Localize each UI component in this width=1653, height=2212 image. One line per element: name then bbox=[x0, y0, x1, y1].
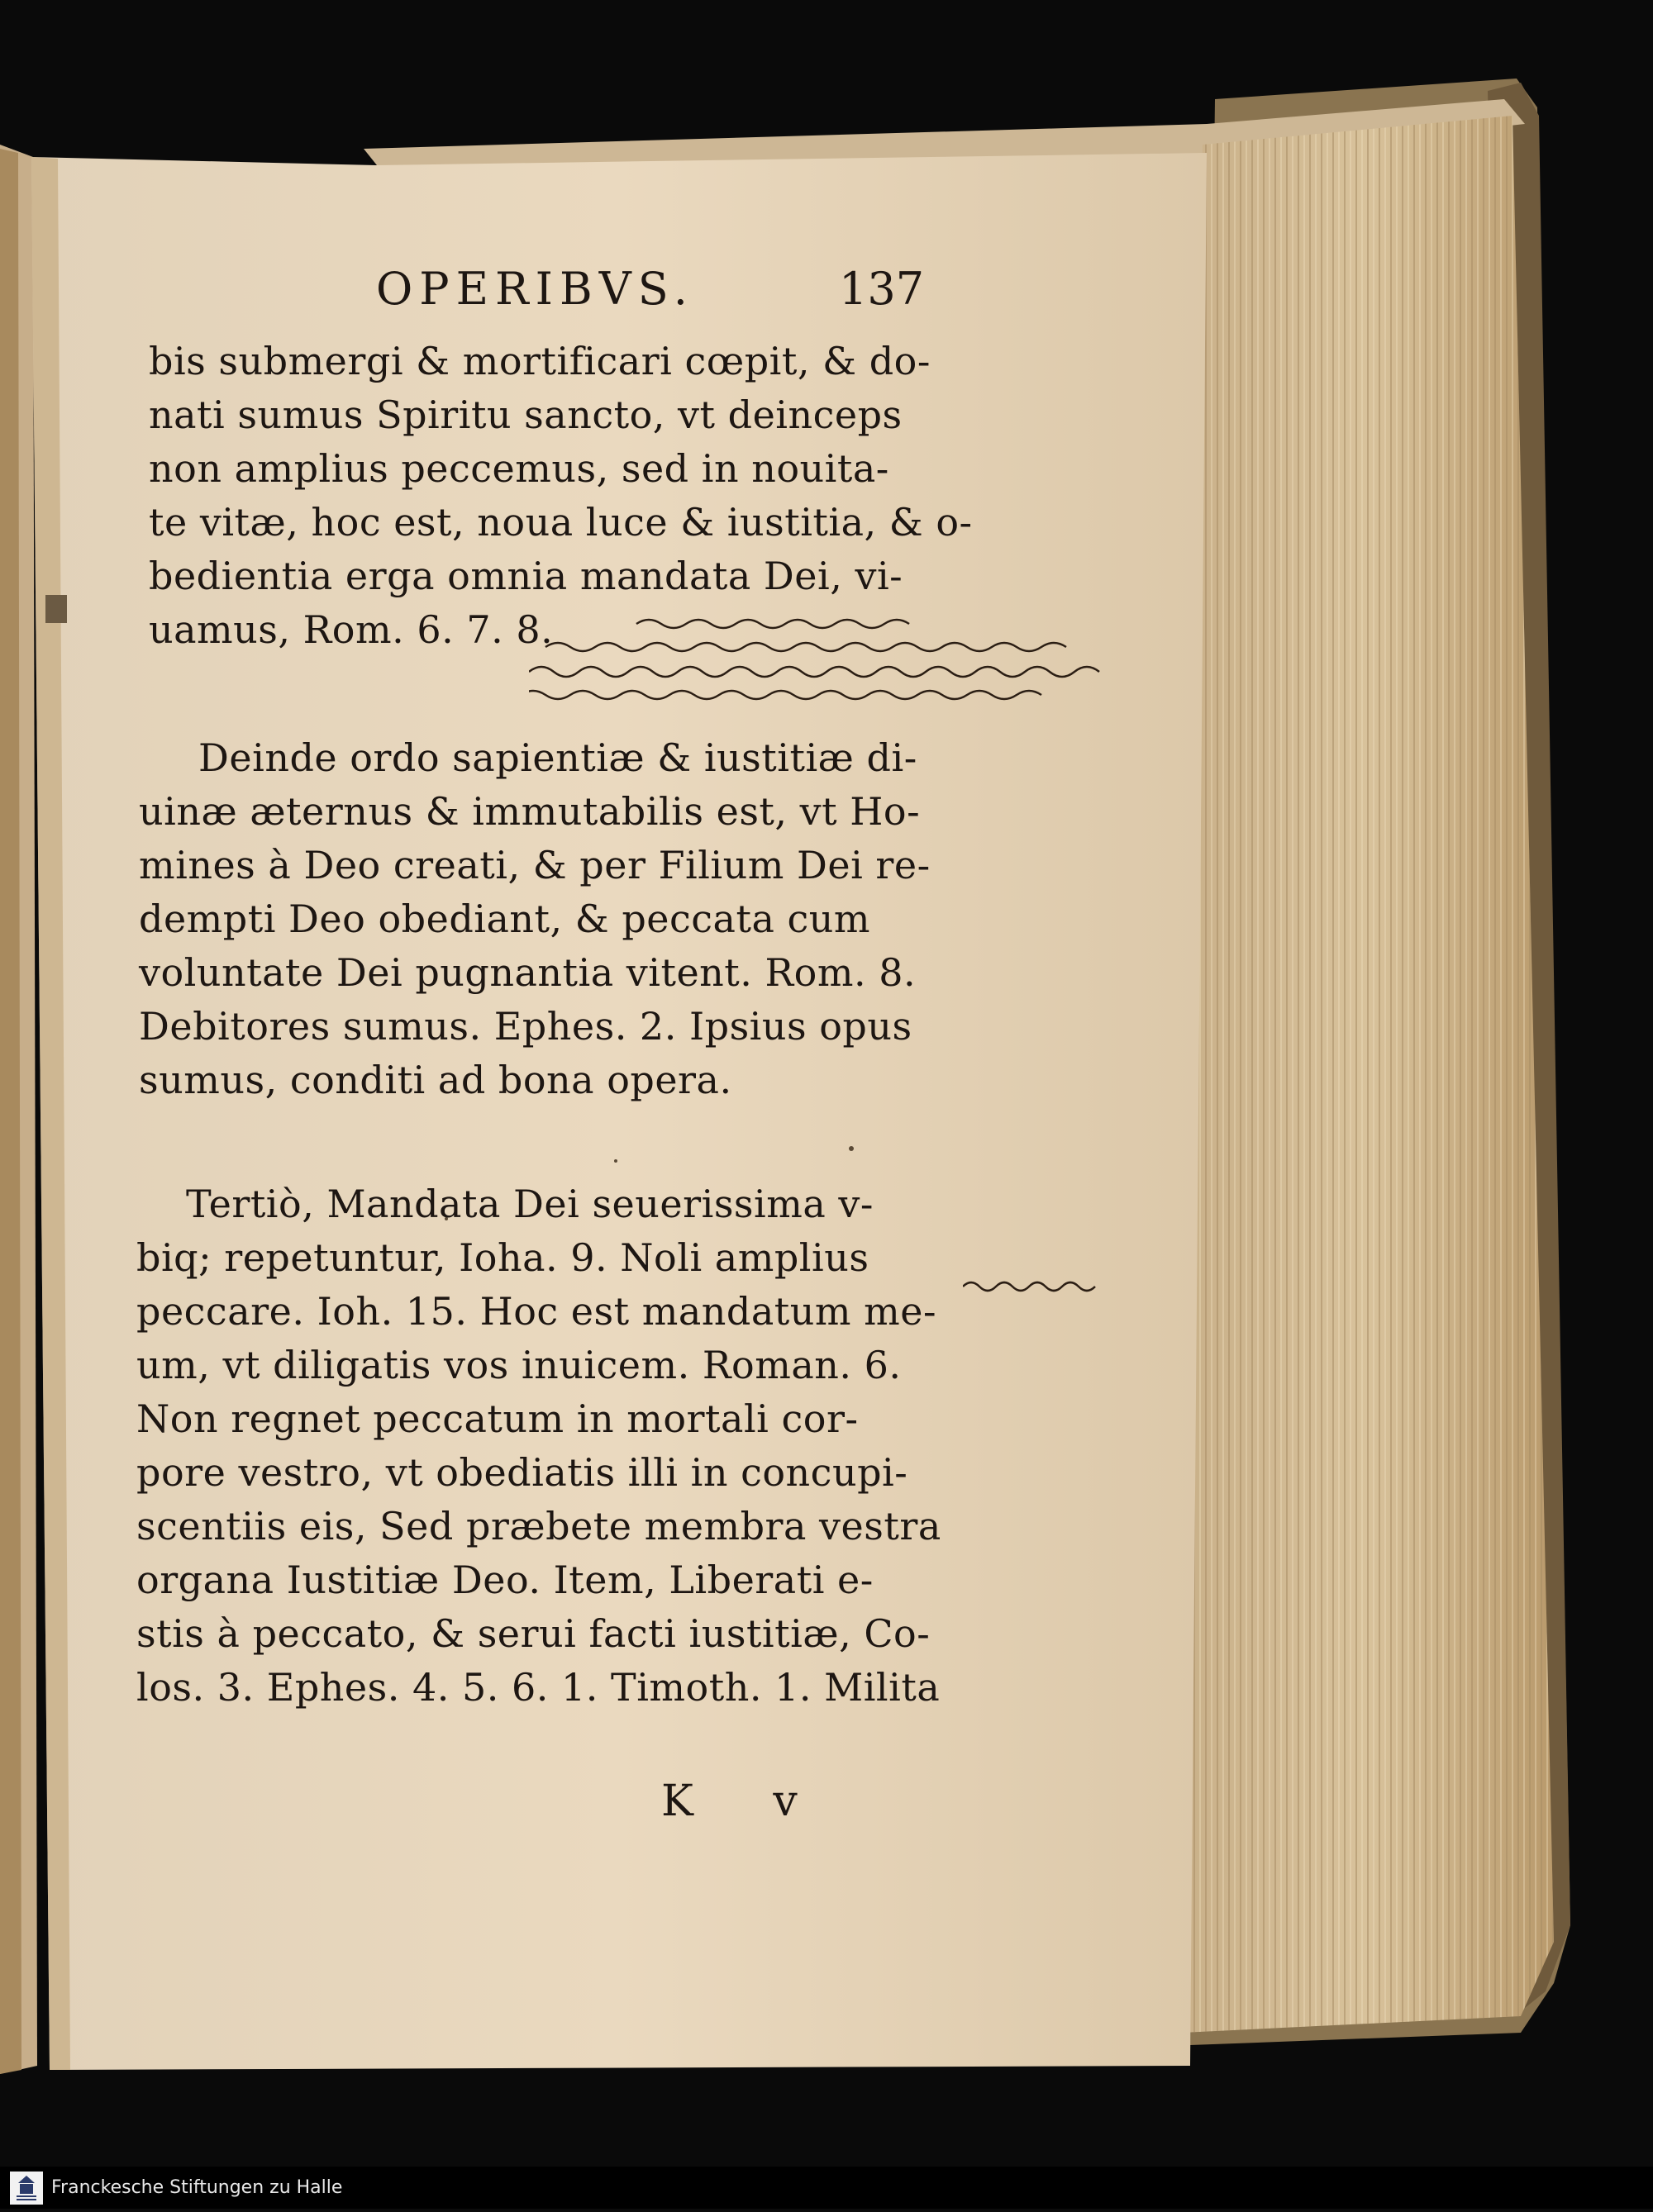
handwritten-annotation bbox=[529, 607, 1108, 715]
text-line: mines à Deo creati, & per Filium Dei re- bbox=[139, 843, 931, 887]
text-line: biq; repetuntur, Ioha. 9. Noli amplius bbox=[136, 1235, 869, 1280]
text-line: uamus, Rom. 6. 7. 8. bbox=[149, 607, 554, 652]
text-line: pore vestro, vt obediatis illi in concupi- bbox=[136, 1450, 908, 1495]
text-line: Tertiò, Mandata Dei seuerissima v- bbox=[186, 1182, 874, 1226]
text-line: te vitæ, hoc est, noua luce & iustitia, & o- bbox=[149, 500, 973, 545]
running-head: OPERIBVS. bbox=[376, 263, 694, 315]
text-line: non amplius peccemus, sed in nouita- bbox=[149, 446, 889, 491]
text-line: organa Iustitiæ Deo. Item, Liberati e- bbox=[136, 1558, 874, 1602]
text-line: voluntate Dei pugnantia vitent. Rom. 8. bbox=[139, 950, 917, 995]
text-line: bedientia erga omnia mandata Dei, vi- bbox=[149, 554, 903, 598]
text-line: los. 3. Ephes. 4. 5. 6. 1. Timoth. 1. Milita bbox=[136, 1665, 941, 1710]
text-line: dempti Deo obediant, & peccata cum bbox=[139, 897, 871, 941]
text-line: Debitores sumus. Ephes. 2. Ipsius opus bbox=[139, 1004, 912, 1049]
text-line: peccare. Ioh. 15. Hoc est mandatum me- bbox=[136, 1289, 936, 1334]
text-line: sumus, conditi ad bona opera. bbox=[139, 1058, 732, 1102]
page-number: 137 bbox=[839, 263, 925, 315]
text-line: Deinde ordo sapientiæ & iustitiæ di- bbox=[198, 735, 917, 780]
text-line: nati sumus Spiritu sancto, vt deinceps bbox=[149, 392, 903, 437]
text-line: scentiis eis, Sed præbete membra vestra bbox=[136, 1504, 941, 1548]
text-line: um, vt diligatis vos inuicem. Roman. 6. bbox=[136, 1343, 902, 1387]
handwritten-margin-note bbox=[963, 1268, 1103, 1301]
text-line: stis à peccato, & serui facti iustitiæ, Co- bbox=[136, 1611, 931, 1656]
signature-mark: K v bbox=[661, 1777, 831, 1826]
footer-credit: Franckesche Stiftungen zu Halle bbox=[51, 2177, 343, 2198]
institution-logo-icon bbox=[10, 2172, 43, 2205]
text-line: Non regnet peccatum in mortali cor- bbox=[136, 1396, 859, 1441]
footer-bar bbox=[0, 2167, 1653, 2209]
text-line: bis submergi & mortificari cœpit, & do- bbox=[149, 339, 931, 383]
text-line: uinæ æternus & immutabilis est, vt Ho- bbox=[139, 789, 921, 834]
